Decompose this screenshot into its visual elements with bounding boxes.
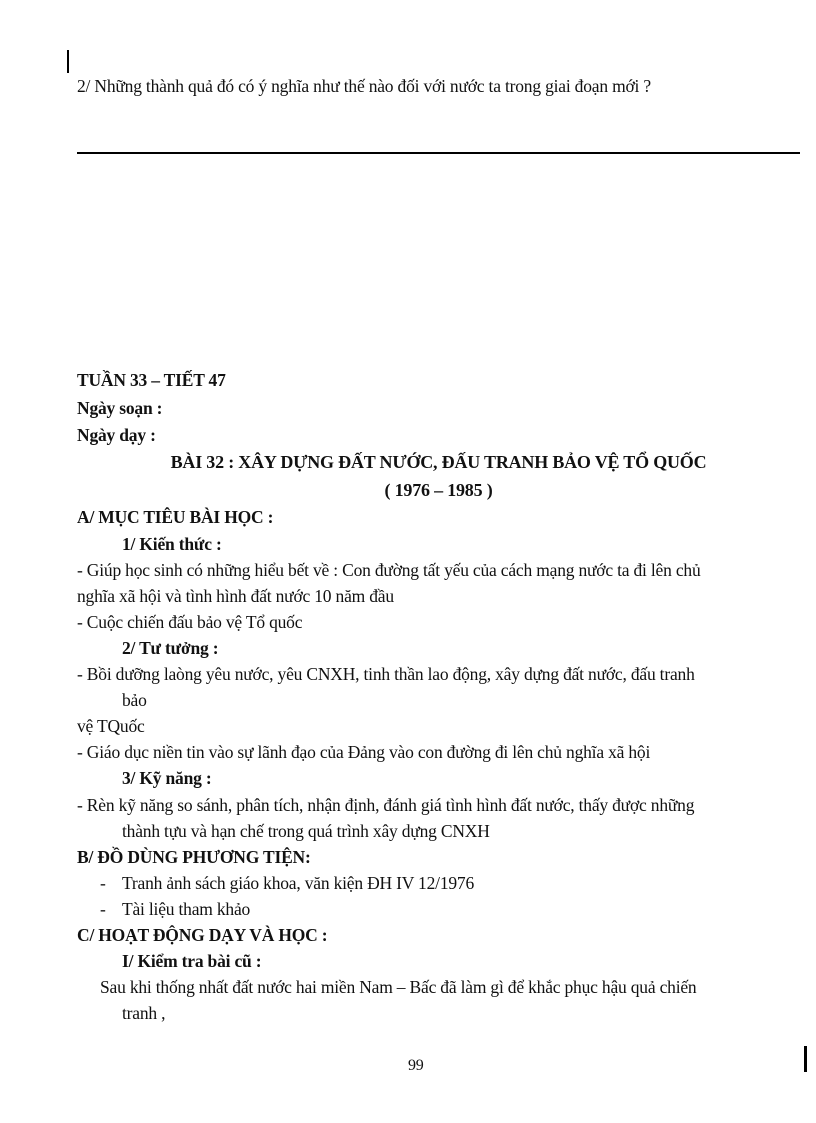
lesson-years: ( 1976 – 1985 ): [384, 480, 493, 500]
page-number: 99: [408, 1057, 424, 1074]
prep-date: Ngày soạn :: [77, 398, 163, 418]
check-line-1-cont: tranh ,: [122, 1003, 166, 1023]
knowledge-heading: 1/ Kiến thức :: [122, 534, 222, 554]
thought-line-1-wrap: bảo: [122, 690, 147, 710]
answer-line: [77, 152, 800, 154]
skills-heading: 3/ Kỹ năng :: [122, 768, 212, 788]
list-item-text: Tài liệu tham khảo: [122, 899, 251, 919]
skills-line-1-cont: thành tựu và hạn chế trong quá trình xây dựng CNXH: [122, 821, 490, 841]
teach-date: Ngày dạy :: [77, 425, 156, 445]
text-cursor: [67, 50, 69, 73]
list-item-text: Tranh ảnh sách giáo khoa, văn kiện ĐH IV 12/1976: [122, 873, 475, 893]
knowledge-line-2: - Cuộc chiến đấu bảo vệ Tổ quốc: [77, 612, 303, 632]
bullet: -: [100, 873, 106, 893]
check-heading: I/ Kiểm tra bài cũ :: [122, 951, 262, 971]
question-2: 2/ Những thành quả đó có ý nghĩa như thế nào đối với nước ta trong giai đoạn mới ?: [77, 76, 651, 96]
list-item: [100, 873, 474, 894]
thought-line-1-cont: vệ TQuốc: [77, 716, 145, 736]
section-c-heading: C/ HOẠT ĐỘNG DẠY VÀ HỌC :: [77, 925, 328, 945]
list-item: [100, 899, 250, 920]
skills-line-1: - Rèn kỹ năng so sánh, phân tích, nhận định, đánh giá tình hình đất nước, thấy được những: [77, 795, 695, 815]
bullet: -: [100, 899, 106, 919]
week-period: TUẦN 33 – TIẾT 47: [77, 370, 226, 390]
thought-line-2: - Giáo dục niền tin vào sự lãnh đạo của Đảng vào con đường đi lên chủ nghĩa xã hội: [77, 742, 651, 762]
lesson-title: BÀI 32 : XÂY DỰNG ĐẤT NƯỚC, ĐẤU TRANH BẢO VỆ TỔ QUỐC: [170, 452, 707, 472]
thought-line-1: - Bồi dưỡng laòng yêu nước, yêu CNXH, tinh thần lao động, xây dựng đất nước, đấu tranh: [77, 664, 695, 684]
section-b-heading: B/ ĐỒ DÙNG PHƯƠNG TIỆN:: [77, 847, 311, 867]
knowledge-line-1: - Giúp học sinh có những hiểu bết về : Con đường tất yếu của cách mạng nước ta đi lên chủ: [77, 560, 701, 580]
thought-heading: 2/ Tư tưởng :: [122, 638, 219, 658]
check-line-1: Sau khi thống nhất đất nước hai miền Nam – Bấc đã làm gì để khắc phục hậu quả chiến: [100, 977, 697, 997]
knowledge-line-1-cont: nghĩa xã hội và tình hình đất nước 10 năm đầu: [77, 586, 394, 606]
section-a-heading: A/ MỤC TIÊU BÀI HỌC :: [77, 507, 274, 527]
margin-marker: [804, 1046, 807, 1072]
